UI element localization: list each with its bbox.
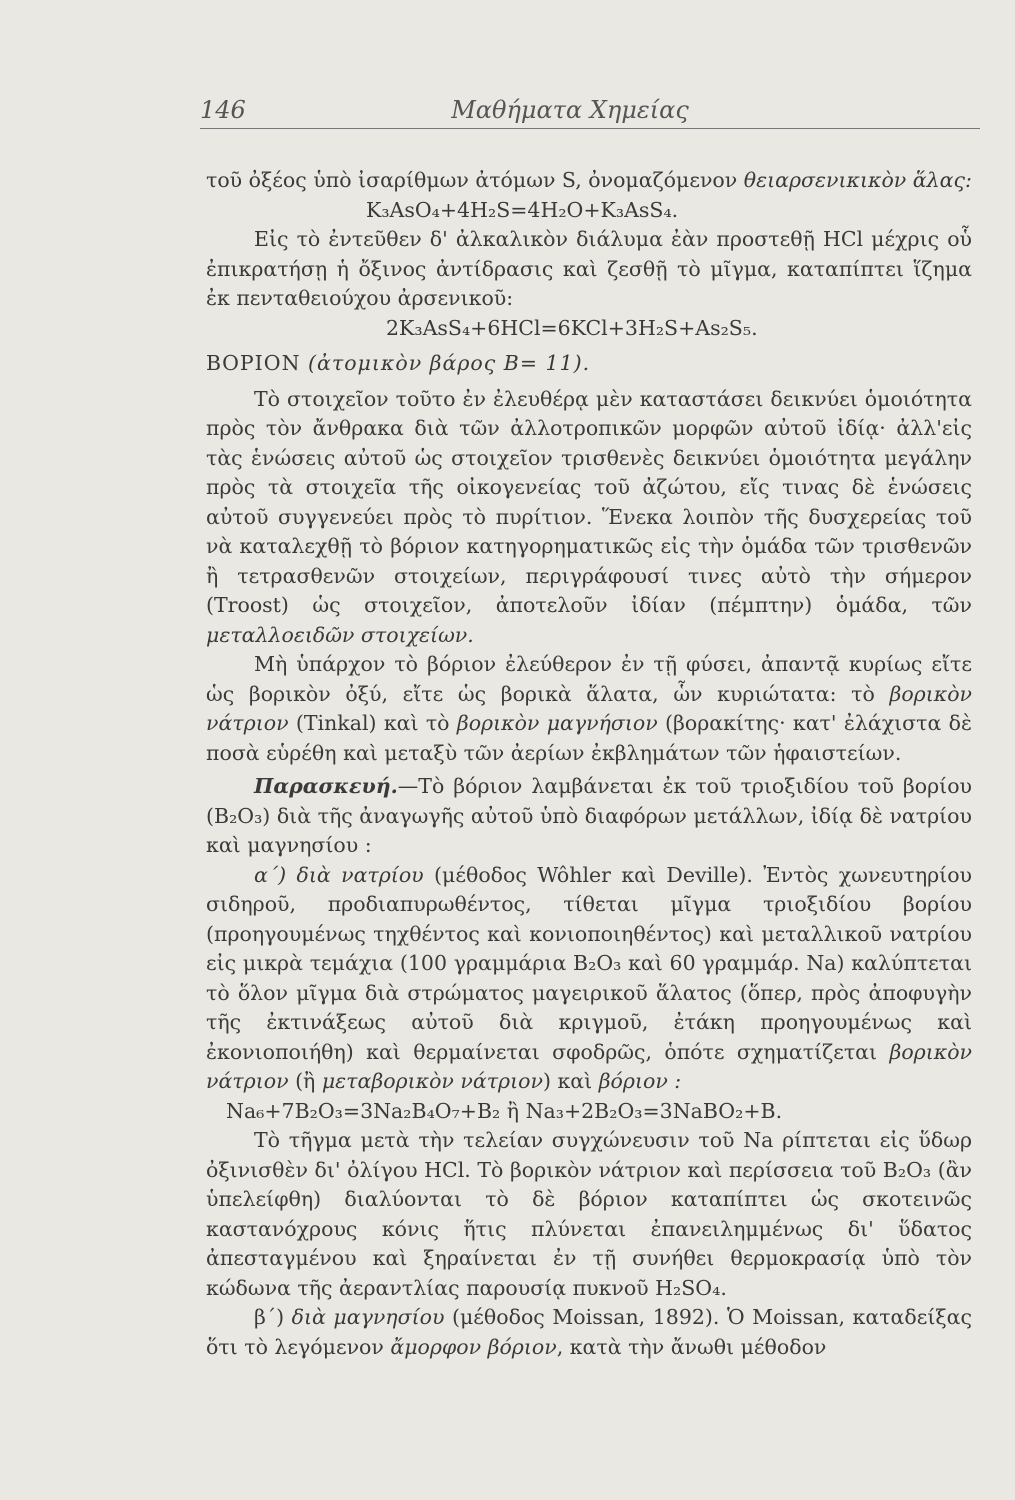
page-number: 146 [200, 96, 246, 124]
running-title: Μαθήματα Χημείας [451, 96, 689, 124]
heading-subtitle: (ἀτομικὸν βάρος B= 11). [308, 351, 591, 375]
text-run: (ἢ [288, 1069, 322, 1093]
italic-term: Παρασκευή. [254, 774, 398, 798]
text-run: τοῦ ὀξέος ὑπὸ ἰσαρίθμων ἀτόμων S, ὀνομαζόμενον [206, 168, 744, 192]
heading-title: ΒΟΡΙΟΝ [206, 351, 309, 375]
paragraph [206, 861, 972, 1097]
paragraph [206, 650, 972, 768]
chemical-equation: 2K₃AsS₄+6HCl=6KCl+3H₂S+As₂S₅. [386, 315, 758, 340]
chemical-equation: K₃AsO₄+4H₂S=4H₂O+K₃AsS₄. [366, 197, 679, 222]
paragraph: Εἰς τὸ ἐντεῦθεν δ' ἀλκαλικὸν διάλυμα ἐὰν προστεθῇ HCl μέχρις οὗ ἐπικρατήσῃ ἡ ὄξινος ἀντίδρασις καὶ ζεσθῇ τὸ μῖγμα, καταπίπτει ἵζημα ἐκ πενταθειούχου ἀρσενικοῦ: [206, 227, 972, 310]
italic-term: βορικὸν νάτριον [206, 681, 972, 735]
italic-term: μεταλλοειδῶν στοιχείων. [206, 622, 474, 647]
text-run: (Tinkal) καὶ τὸ [288, 711, 457, 735]
section-heading [206, 349, 972, 379]
paragraph [206, 1303, 972, 1362]
text-run: Τὸ στοιχεῖον τοῦτο ἐν ἐλευθέρᾳ μὲν καταστάσει δεικνύει ὁμοιότητα πρὸς τὸν ἄνθρακα διὰ τῶν ἀλλοτροπικῶν μορφῶν αὐτοῦ ἰδίᾳ· ἀλλ'εἰς τὰς ἑνώσεις αὐτοῦ ὡς στοιχεῖον τρισθενὲς δεικνύει ὁμοιότητα μεγάλην πρὸς τὰ στοιχεῖα τῆς οἰκογενείας τοῦ ἀζώτου, εἴς τινας δὲ ἑνώσεις αὐτοῦ συγγενεύει πρὸς τὸ πυρίτιον. Ἕνεκα λοιπὸν τῆς δυσχερείας τοῦ νὰ καταλεχθῇ τὸ βόριον κατηγορηματικῶς εἰς τὴν ὁμάδα τῶν τρισθενῶν ἢ τετρασθενῶν στοιχείων, περιγράφουσί τινες αὐτὸ τὴν σήμερον (Troost) ὡς στοιχεῖον, ἀποτελοῦν ἰδίαν (πέμπτην) ὁμάδα, τῶν [206, 386, 972, 617]
text-run: —Τὸ βόριον λαμβάνεται ἐκ τοῦ τριοξιδίου τοῦ βορίου (B₂O₃) διὰ τῆς ἀναγωγῆς αὐτοῦ ὑπὸ διαφόρων μετάλλων, ἰδίᾳ δὲ νατρίου καὶ μαγνησίου : [206, 774, 972, 857]
text-run: (βορακίτης· κατ' ἐλάχιστα δὲ ποσὰ εὑρέθη καὶ μεταξὺ τῶν ἀερίων ἐκβλημάτων τῶν ἡφαιστείων. [206, 711, 972, 765]
paragraph [206, 385, 972, 651]
italic-term: θειαρσενικικὸν ἅλας: [743, 168, 972, 192]
italic-term: διὰ μαγνησίου [291, 1305, 445, 1329]
text-run: (μέθοδος Moissan, 1892). Ὁ Moissan, καταδείξας ὅτι τὸ λεγόμενον [206, 1305, 973, 1359]
paragraph [206, 772, 972, 861]
paragraph [206, 166, 972, 196]
text-run: β΄) [254, 1305, 292, 1329]
page-body [206, 166, 972, 1362]
italic-term: βόριον : [598, 1069, 682, 1093]
italic-term: ἄμορφον βόριον [390, 1334, 557, 1359]
header-rule [200, 128, 980, 129]
text-run: , κατὰ τὴν ἄνωθι μέθοδον [556, 1334, 827, 1359]
italic-term: μεταβορικὸν νάτριον [321, 1069, 543, 1093]
text-run: (μέθοδος Wôhler καὶ Deville). Ἐντὸς χωνευτηρίου σιδηροῦ, προδιαπυρωθέντος, τίθεται μῖγμα τριοξιδίου βορίου (προηγουμένως τηχθέντος καὶ κονιοποιηθέντος) καὶ μεταλλικοῦ νατρίου εἰς μικρὰ τεμάχια (100 γραμμάρια B₂O₃ καὶ 60 γραμμάρ. Na) καλύπτεται τὸ ὅλον μῖγμα διὰ στρώματος μαγειρικοῦ ἅλατος (ὅπερ, πρὸς ἀποφυγὴν τῆς ἐκτινάξεως αὐτοῦ διὰ κριγμοῦ, ἐτάκη προηγουμένως καὶ ἐκονιοποιήθη) καὶ θερμαίνεται σφοδρῶς, ὁπότε σχηματίζεται [206, 862, 973, 1064]
text-run: Μὴ ὑπάρχον τὸ βόριον ἐλεύθερον ἐν τῇ φύσει, ἀπαντᾷ κυρίως εἴτε ὡς βορικὸν ὀξύ, εἴτε ὡς βορικὰ ἅλατα, ὧν κυριώτατα: τὸ [206, 652, 972, 706]
italic-term: βορικὸν μαγνήσιον [456, 711, 658, 735]
italic-term: α΄) διὰ νατρίου [254, 862, 424, 887]
paragraph: Τὸ τῆγμα μετὰ τὴν τελείαν συγχώνευσιν τοῦ Na ρίπτεται εἰς ὕδωρ ὀξινισθὲν δι' ὀλίγου HCl. Τὸ βορικὸν νάτριον καὶ περίσσεια τοῦ B₂O₃ (ἂν ὑπελείφθη) διαλύονται τὸ δὲ βόριον καταπίπτει ὡς σκοτεινῶς καστανόχρους κόνις ἥτις πλύνεται ἐπανειλημμένως δι' ὕδατος ἀπεσταγμένου καὶ ξηραίνεται ἐν τῇ συνήθει θερμοκρασίᾳ ὑπὸ τὸν κώδωνα τῆς ἀεραντλίας παρουσίᾳ πυκνοῦ H₂SO₄. [206, 1128, 972, 1300]
italic-term: βορικὸν νάτριον [206, 1039, 972, 1093]
text-run: ) καὶ [542, 1069, 599, 1093]
chemical-equation: Na₆+7B₂O₃=3Na₂B₄O₇+B₂ ἢ Na₃+2B₂O₃=3NaBO₂+B. [226, 1098, 783, 1123]
page-header [200, 96, 940, 126]
